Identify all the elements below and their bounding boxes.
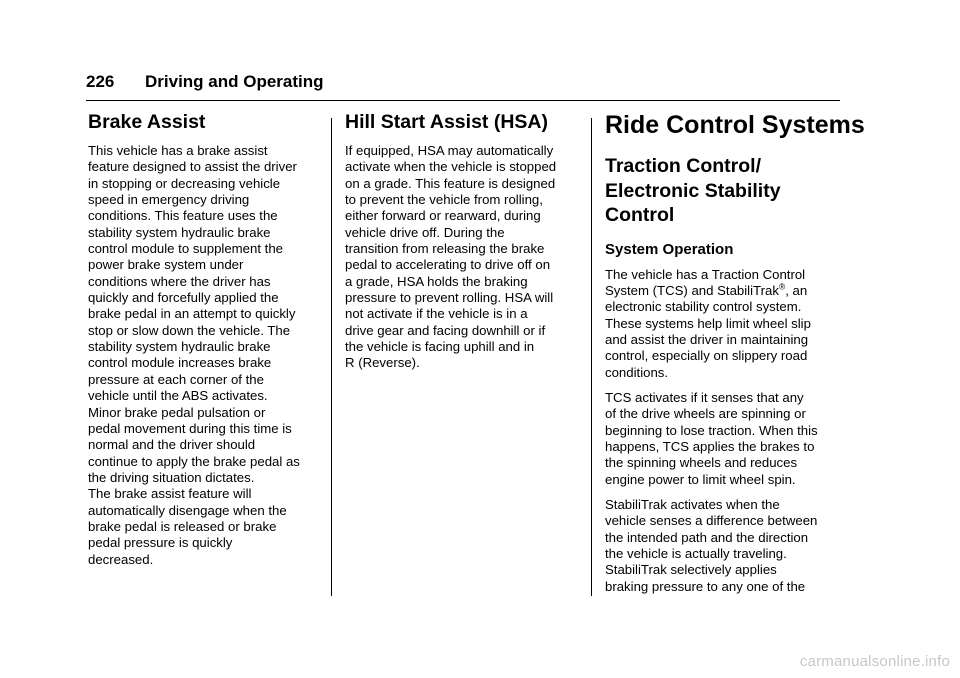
text-line: and assist the driver in maintaining: [605, 331, 809, 347]
text-line: not activate if the vehicle is in a: [345, 306, 528, 322]
page-header: [86, 70, 840, 101]
text-fragment: , an: [785, 282, 808, 298]
column-brake-assist: [88, 108, 326, 577]
text-line: in stopping or decreasing vehicle: [88, 175, 281, 191]
tcs-paragraph-2: [605, 390, 845, 488]
text-line: pedal to accelerating to drive off on: [345, 257, 551, 273]
column-ride-control: [605, 108, 865, 604]
text-line: stability system hydraulic brake: [88, 224, 271, 240]
text-line: happens, TCS applies the brakes to: [605, 438, 815, 454]
stabilitrak-paragraph: [605, 497, 845, 595]
text-line: control module increases brake: [88, 355, 272, 371]
text-line: Minor brake pedal pulsation or: [88, 404, 266, 420]
text-line: the vehicle is actually traveling.: [605, 546, 787, 561]
text-line: the spinning wheels and reduces: [605, 455, 798, 471]
text-line: transition from releasing the brake: [345, 241, 545, 257]
text-line: electronic stability control system.: [605, 299, 802, 315]
text-line: the driving situation dictates.: [88, 469, 255, 485]
heading-line: Control: [605, 204, 675, 226]
text-line: vehicle senses a difference between: [605, 513, 818, 529]
text-line: automatically disengage when the: [88, 502, 287, 518]
text-line: pedal movement during this time is: [88, 420, 292, 436]
brake-assist-heading: Brake Assist: [88, 111, 206, 133]
text-line: feature designed to assist the driver: [88, 159, 297, 175]
heading-line: Electronic Stability: [605, 179, 781, 202]
text-line: of the drive wheels are spinning or: [605, 406, 806, 422]
ride-control-heading: Ride Control Systems: [605, 111, 865, 139]
text-line: The brake assist feature will: [88, 486, 252, 502]
text-line: R (Reverse).: [345, 355, 420, 371]
hsa-heading: Hill Start Assist (HSA): [345, 111, 548, 133]
column-divider-right: [591, 118, 592, 596]
text-line: the intended path and the direction: [605, 529, 809, 545]
text-line: The vehicle has a Traction Control: [605, 266, 806, 282]
text-line: drive gear and facing downhill or if: [345, 322, 546, 338]
text-line: speed in emergency driving: [88, 192, 250, 208]
text-line: beginning to lose traction. When this: [605, 422, 818, 438]
text-line: stop or slow down the vehicle. The: [88, 322, 291, 338]
text-line: vehicle drive off. During the: [345, 224, 505, 240]
watermark: carmanualsonline.info: [799, 653, 950, 670]
text-line: pedal pressure is quickly: [88, 535, 233, 551]
text-line: continue to apply the brake pedal as: [88, 453, 300, 469]
text-line: control module to supplement the: [88, 241, 283, 257]
section-title: Driving and Operating: [145, 72, 324, 91]
text-line: either forward or rearward, during: [345, 208, 541, 224]
text-line: decreased.: [88, 551, 154, 567]
text-line: StabiliTrak activates when the: [605, 496, 780, 512]
text-line: to prevent the vehicle from rolling,: [345, 192, 543, 208]
text-line: conditions where the driver has: [88, 273, 271, 289]
registered-mark: ®: [778, 281, 786, 292]
text-line: pressure at each corner of the: [88, 371, 264, 387]
text-line: on a grade. This feature is designed: [345, 175, 556, 191]
text-line: activate when the vehicle is stopped: [345, 159, 557, 175]
text-line: quickly and forcefully applied the: [88, 290, 279, 306]
text-line: stability system hydraulic brake: [88, 339, 271, 355]
page-number: 226: [86, 72, 115, 91]
text-line: These systems help limit wheel slip: [605, 315, 811, 331]
text-line: control, especially on slippery road: [605, 348, 808, 364]
column-hill-start-assist: [345, 108, 583, 381]
text-line: braking pressure to any one of the: [605, 578, 806, 594]
text-line: TCS activates if it senses that any: [605, 389, 804, 405]
text-fragment: System (TCS) and StabiliTrak: [605, 282, 779, 298]
column-divider-left: [331, 118, 332, 596]
brake-assist-paragraph: [88, 143, 326, 568]
text-line: power brake system under: [88, 257, 244, 273]
text-line: StabiliTrak selectively applies: [605, 562, 777, 578]
heading-line: Traction Control/: [605, 155, 761, 177]
text-line: [605, 283, 845, 299]
system-operation-heading: System Operation: [605, 240, 734, 258]
text-line: a grade, HSA holds the braking: [345, 273, 528, 289]
text-line: conditions.: [605, 364, 669, 380]
traction-control-heading: [605, 154, 845, 228]
text-line: pressure to prevent rolling. HSA will: [345, 290, 554, 306]
text-line: normal and the driver should: [88, 437, 256, 453]
hsa-paragraph: [345, 143, 583, 372]
text-line: This vehicle has a brake assist: [88, 143, 268, 158]
text-line: vehicle until the ABS activates.: [88, 388, 268, 404]
text-line: brake pedal in an attempt to quickly: [88, 306, 296, 322]
text-line: conditions. This feature uses the: [88, 208, 278, 224]
text-line: engine power to limit wheel spin.: [605, 471, 796, 487]
tcs-paragraph-1: [605, 267, 845, 381]
text-line: If equipped, HSA may automatically: [345, 143, 554, 158]
text-line: the vehicle is facing uphill and in: [345, 339, 535, 355]
text-line: brake pedal is released or brake: [88, 518, 277, 534]
